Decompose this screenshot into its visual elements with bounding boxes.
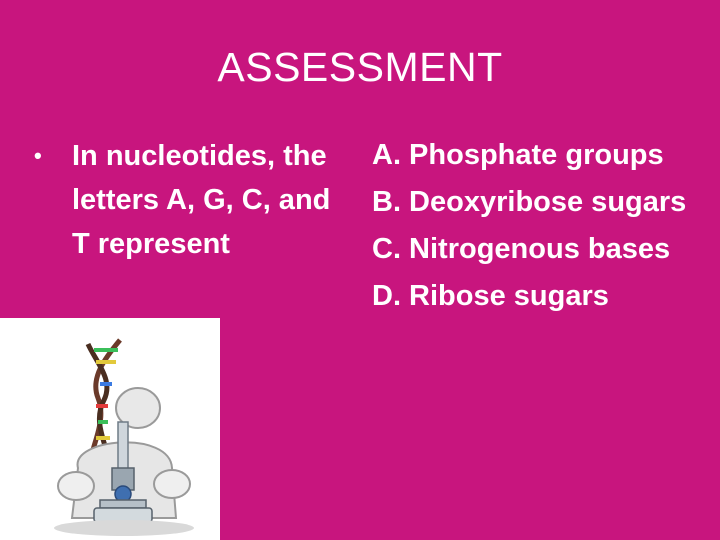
slide-title: ASSESSMENT [217,44,503,90]
answer-option-b: B. Deoxyribose sugars [372,186,687,218]
question-text: In nucleotides, the letters A, G, C, and T represent [72,140,331,260]
answer-list [372,132,712,320]
answer-option-d: D. Ribose sugars [372,280,609,312]
answer-option-c: C. Nitrogenous bases [372,233,671,265]
bullet-icon: • [34,143,42,168]
scientist-microscope-dna-icon [0,318,220,540]
answer-option-a: A. Phosphate groups [372,139,664,171]
question-bullet-item [34,134,354,266]
